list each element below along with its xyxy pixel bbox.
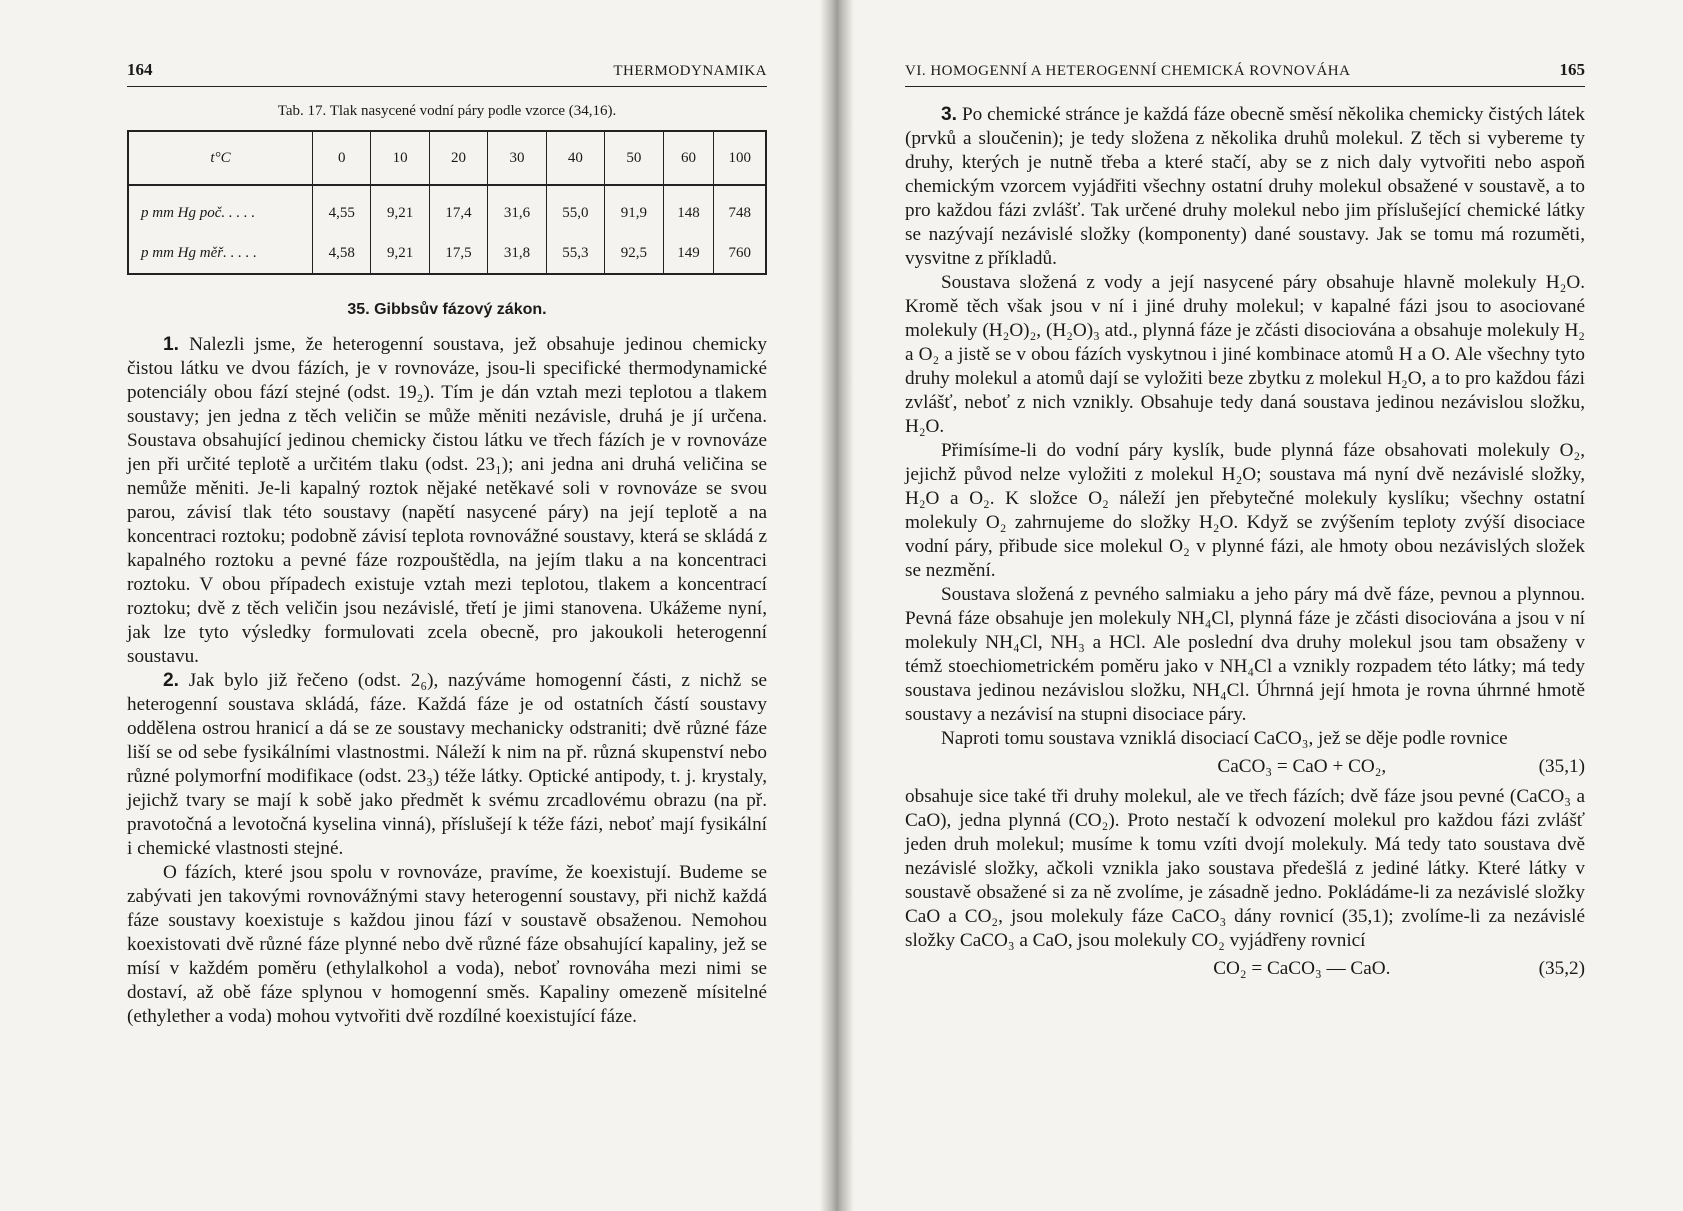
- equation-35-1: [905, 753, 1585, 781]
- table-row: [128, 233, 766, 274]
- equation-35-2: [905, 955, 1585, 983]
- paragraph-3: O fázích, které jsou spolu v rovnováze, pravíme, že koexistují. Budeme se zabývati jen takovými rovnovážnými stavy heterogenní soustavy, při nichž každá fáze soustavy koexistuje s každou jinou fází v soustavě obsaženou. Nemohou koexistovati dvě různé fáze plynné nebo dvě různé fáze obsahující kapaliny, jež se mísí v každém poměru (ethylalkohol a voda), neboť rovnováha mezi nimi se dostaví, až obě fáze splynou v homogenní směs. Kapaliny omezeně mísitelné (ethylether a voda) mohou vytvořiti dvě rozdílné koexistující fáze.: [127, 862, 767, 1027]
- header-cell: 20: [429, 131, 487, 185]
- paragraph-components: obsahuje sice také tři druhy molekul, ale ve třech fázích; dvě fáze jsou pevné (CaCO₃ a CaO), jedna plynná (CO₂). Proto nestačí k odvození molekul pro každou fázi zvlášť jeden druh molekul; musíme k tomu vzíti dvojí molekuly. Má tedy tato soustava dvě nezávislé složky, ačkoli vznikla jako soustava předešlá z jediné látky. Které látky v soustavě obsažené si za ně zvolíme, je zásadně jedno. Pokládáme-li za nezávislé složky CaO a CO₂, jsou molekuly fáze CaCO₃ dány rovnicí (35,1); zvolíme-li za nezávislé složky CaCO₃ a CaO, jsou molekuly CO₂ vyjádřeny rovnicí: [905, 786, 1585, 951]
- header-cell: 40: [546, 131, 604, 185]
- paragraph-number: 2.: [163, 670, 180, 691]
- left-running-head: [127, 60, 767, 87]
- paragraph-number: 3.: [941, 104, 958, 125]
- right-running-title: VI. HOMOGENNÍ A HETEROGENNÍ CHEMICKÁ ROVNOVÁHA: [905, 63, 1351, 79]
- table-cell: 92,5: [605, 233, 663, 274]
- header-label: t°C: [128, 131, 313, 185]
- table-cell: 17,5: [429, 233, 487, 274]
- table-caption: Tab. 17. Tlak nasycené vodní páry podle vzorce (34,16).: [277, 103, 617, 119]
- paragraph-caco3: Naproti tomu soustava vzniklá disociací CaCO₃, jež se děje podle rovnice: [941, 728, 1508, 749]
- book-gutter: [820, 0, 854, 1211]
- right-page: [905, 60, 1585, 987]
- header-cell: 60: [663, 131, 714, 185]
- table-cell: 9,21: [371, 233, 429, 274]
- paragraph-oxygen: Přimísíme-li do vodní páry kyslík, bude plynná fáze obsahovati molekuly O₂, jejichž původ nelze vyložiti z molekul H₂O; soustava má nyní dvě nezávislé složky, H₂O a O₂. K složce O₂ náleží jen přebytečné molekuly kyslíku; všechny ostatní molekuly O₂ zahrnujeme do složky H₂O. Když se zvýšením teploty zvýší disociace vodní páry, přibude sice molekul O₂ v plynné fázi, ale hmoty obou nezávislých složek se nezmění.: [905, 440, 1585, 581]
- right-page-number: 165: [1559, 60, 1585, 79]
- paragraph-1: [127, 333, 767, 669]
- table-cell: 17,4: [429, 185, 487, 233]
- paragraph-salmiac: Soustava složená z pevného salmiaku a jeho páry má dvě fáze, pevnou a plynnou. Pevná fáze obsahuje jen molekuly NH₄Cl, plynná fáze je zčásti disociována a jsou v ní molekuly NH₄Cl, NH₃ a HCl. Ale poslední dva druhy molekul jsou tam obsaženy v témž stoechiometrickém poměru jako v NH₄Cl a vznikly rozpadem této látky; má tedy soustava jedinou nezávislou složku, NH₄Cl. Úhrnná její hmota je rovna úhrnné hmotě soustavy a nezávisí na stupni disociace páry.: [905, 584, 1585, 725]
- table-cell: 748: [714, 185, 766, 233]
- table-cell: 91,9: [605, 185, 663, 233]
- row-label: p mm Hg měř. . . . .: [141, 244, 257, 261]
- paragraph-2: [127, 669, 767, 861]
- table-cell: 31,8: [488, 233, 546, 274]
- table-cell: 4,58: [313, 233, 371, 274]
- header-cell: 10: [371, 131, 429, 185]
- right-running-head: [905, 60, 1585, 87]
- table-cell: 55,0: [546, 185, 604, 233]
- equation-number: (35,2): [1538, 958, 1585, 979]
- header-cell: 50: [605, 131, 663, 185]
- table-cell: 760: [714, 233, 766, 274]
- table-header-row: [128, 131, 766, 185]
- equation-expression: CaCO₃ = CaO + CO₂,: [1217, 756, 1387, 777]
- header-cell: 0: [313, 131, 371, 185]
- table-cell: 148: [663, 185, 714, 233]
- equation-expression: CO₂ = CaCO₃ — CaO.: [1213, 958, 1391, 979]
- table-cell: 9,21: [371, 185, 429, 233]
- paragraph-text: Jak bylo již řečeno (odst. 2₆), nazýváme homogenní části, z nichž se heterogenní soustava skládá, fáze. Každá fáze je od ostatních částí soustavy oddělena ostrou hranicí a dá se ze soustavy mechanicky odstraniti; dvě různé fáze liší se od sebe fysikálními vlastnostmi. Náleží k nim na př. různá skupenství nebo různé polymorfní modifikace (odst. 23₃) téže látky. Optické antipody, t. j. krystaly, jejichž tvary se mají k sobě jako předmět k svému zrcadlovému obrazu (na př. pravotočná a levotočná kyselina vinná), příslušejí k téže fázi, neboť mají fysikální i chemické vlastnosti stejné.: [127, 670, 768, 859]
- left-running-title: THERMODYNAMIKA: [613, 63, 767, 79]
- paragraph-text: Po chemické stránce je každá fáze obecně směsí několika chemicky čistých látek (prvků a sloučenin); je tedy složena z několika druhů molekul. Z těch si vybereme ty druhy, kterých je nutně třeba a které stačí, aby se z nich daly vytvořiti nebo aspoň chemickým vzorcem vyjádřiti všechny ostatní druhy molekul obsažené v soustavě, a to pro každou fázi zvlášť. Tak určené druhy molekul nebo jim příslušející chemické látky se nazývají nezávislé složky (komponenty) dané soustavy. Jak se tomu má rozuměti, vysvitne z příkladů.: [905, 104, 1585, 269]
- left-page-number: 164: [127, 60, 153, 79]
- row-label: p mm Hg poč. . . . .: [141, 204, 256, 221]
- equation-number: (35,1): [1538, 756, 1585, 777]
- table-cell: 55,3: [546, 233, 604, 274]
- paragraph-water: Soustava složená z vody a její nasycené páry obsahuje hlavně molekuly H₂O. Kromě těch však jsou v ní i jiné druhy molekul; v kapalné fázi jsou to asociované molekuly (H₂O)₂, (H₂O)₃ atd., plynná fáze je zčásti disociována a obsahuje molekuly H₂ a O₂ a jistě se v obou fázích vyskytnou i jiné kombinace atomů H a O. Ale všechny tyto druhy molekul a atomů dají se vyložiti beze zbytku z molekul H₂O, a to pro každou fázi zvlášť, neboť z nich vznikly. Obsahuje tedy daná soustava jedinou nezávislou složku, H₂O.: [905, 272, 1585, 437]
- table-cell: 4,55: [313, 185, 371, 233]
- section-title: 35. Gibbsův fázový zákon.: [347, 301, 547, 318]
- table-cell: 149: [663, 233, 714, 274]
- paragraph-number: 1.: [163, 334, 180, 355]
- table-cell: 31,6: [488, 185, 546, 233]
- left-page: [127, 60, 767, 1029]
- header-cell: 30: [488, 131, 546, 185]
- paragraph-3-right: [905, 103, 1585, 271]
- header-cell: 100: [714, 131, 766, 185]
- paragraph-text: Nalezli jsme, že heterogenní soustava, jež obsahuje jedinou chemicky čistou látku ve dvou fázích, je v rovnováze, jsou-li specifické thermodynamické potenciály obou fází stejné (odst. 19₂). Tím je dán vztah mezi teplotou a tlakem soustavy; jen jedna z těch veličin se může měniti nezávisle, druhá je jí určena. Soustava obsahující jedinou chemicky čistou látku ve třech fázích je v rovnováze jen při určité teplotě a určitém tlaku (odst. 23₁); ani jedna ani druhá veličina se nemůže měniti. Je-li kapalný roztok nějaké netěkavé soli v rovnováze se svou parou, závisí tlak této soustavy (napětí nasycené páry) na její teplotě a na koncentraci roztoku; podobně závisí teplota rovnovážné soustavy, která se skládá z kapalného roztoku a pevné fáze rozpouštědla, na jejím tlaku a na koncentraci roztoku. V obou případech existuje vztah mezi teplotou, tlakem a koncentrací roztoku; dvě z těch veličin jsou nezávislé, třetí je jimi stanovena. Ukážeme nyní, jak lze tyto výsledky formulovati zcela obecně, pro jakoukoli heterogenní soustavu.: [127, 334, 768, 667]
- table-row: [128, 185, 766, 233]
- vapor-pressure-table: [127, 130, 767, 275]
